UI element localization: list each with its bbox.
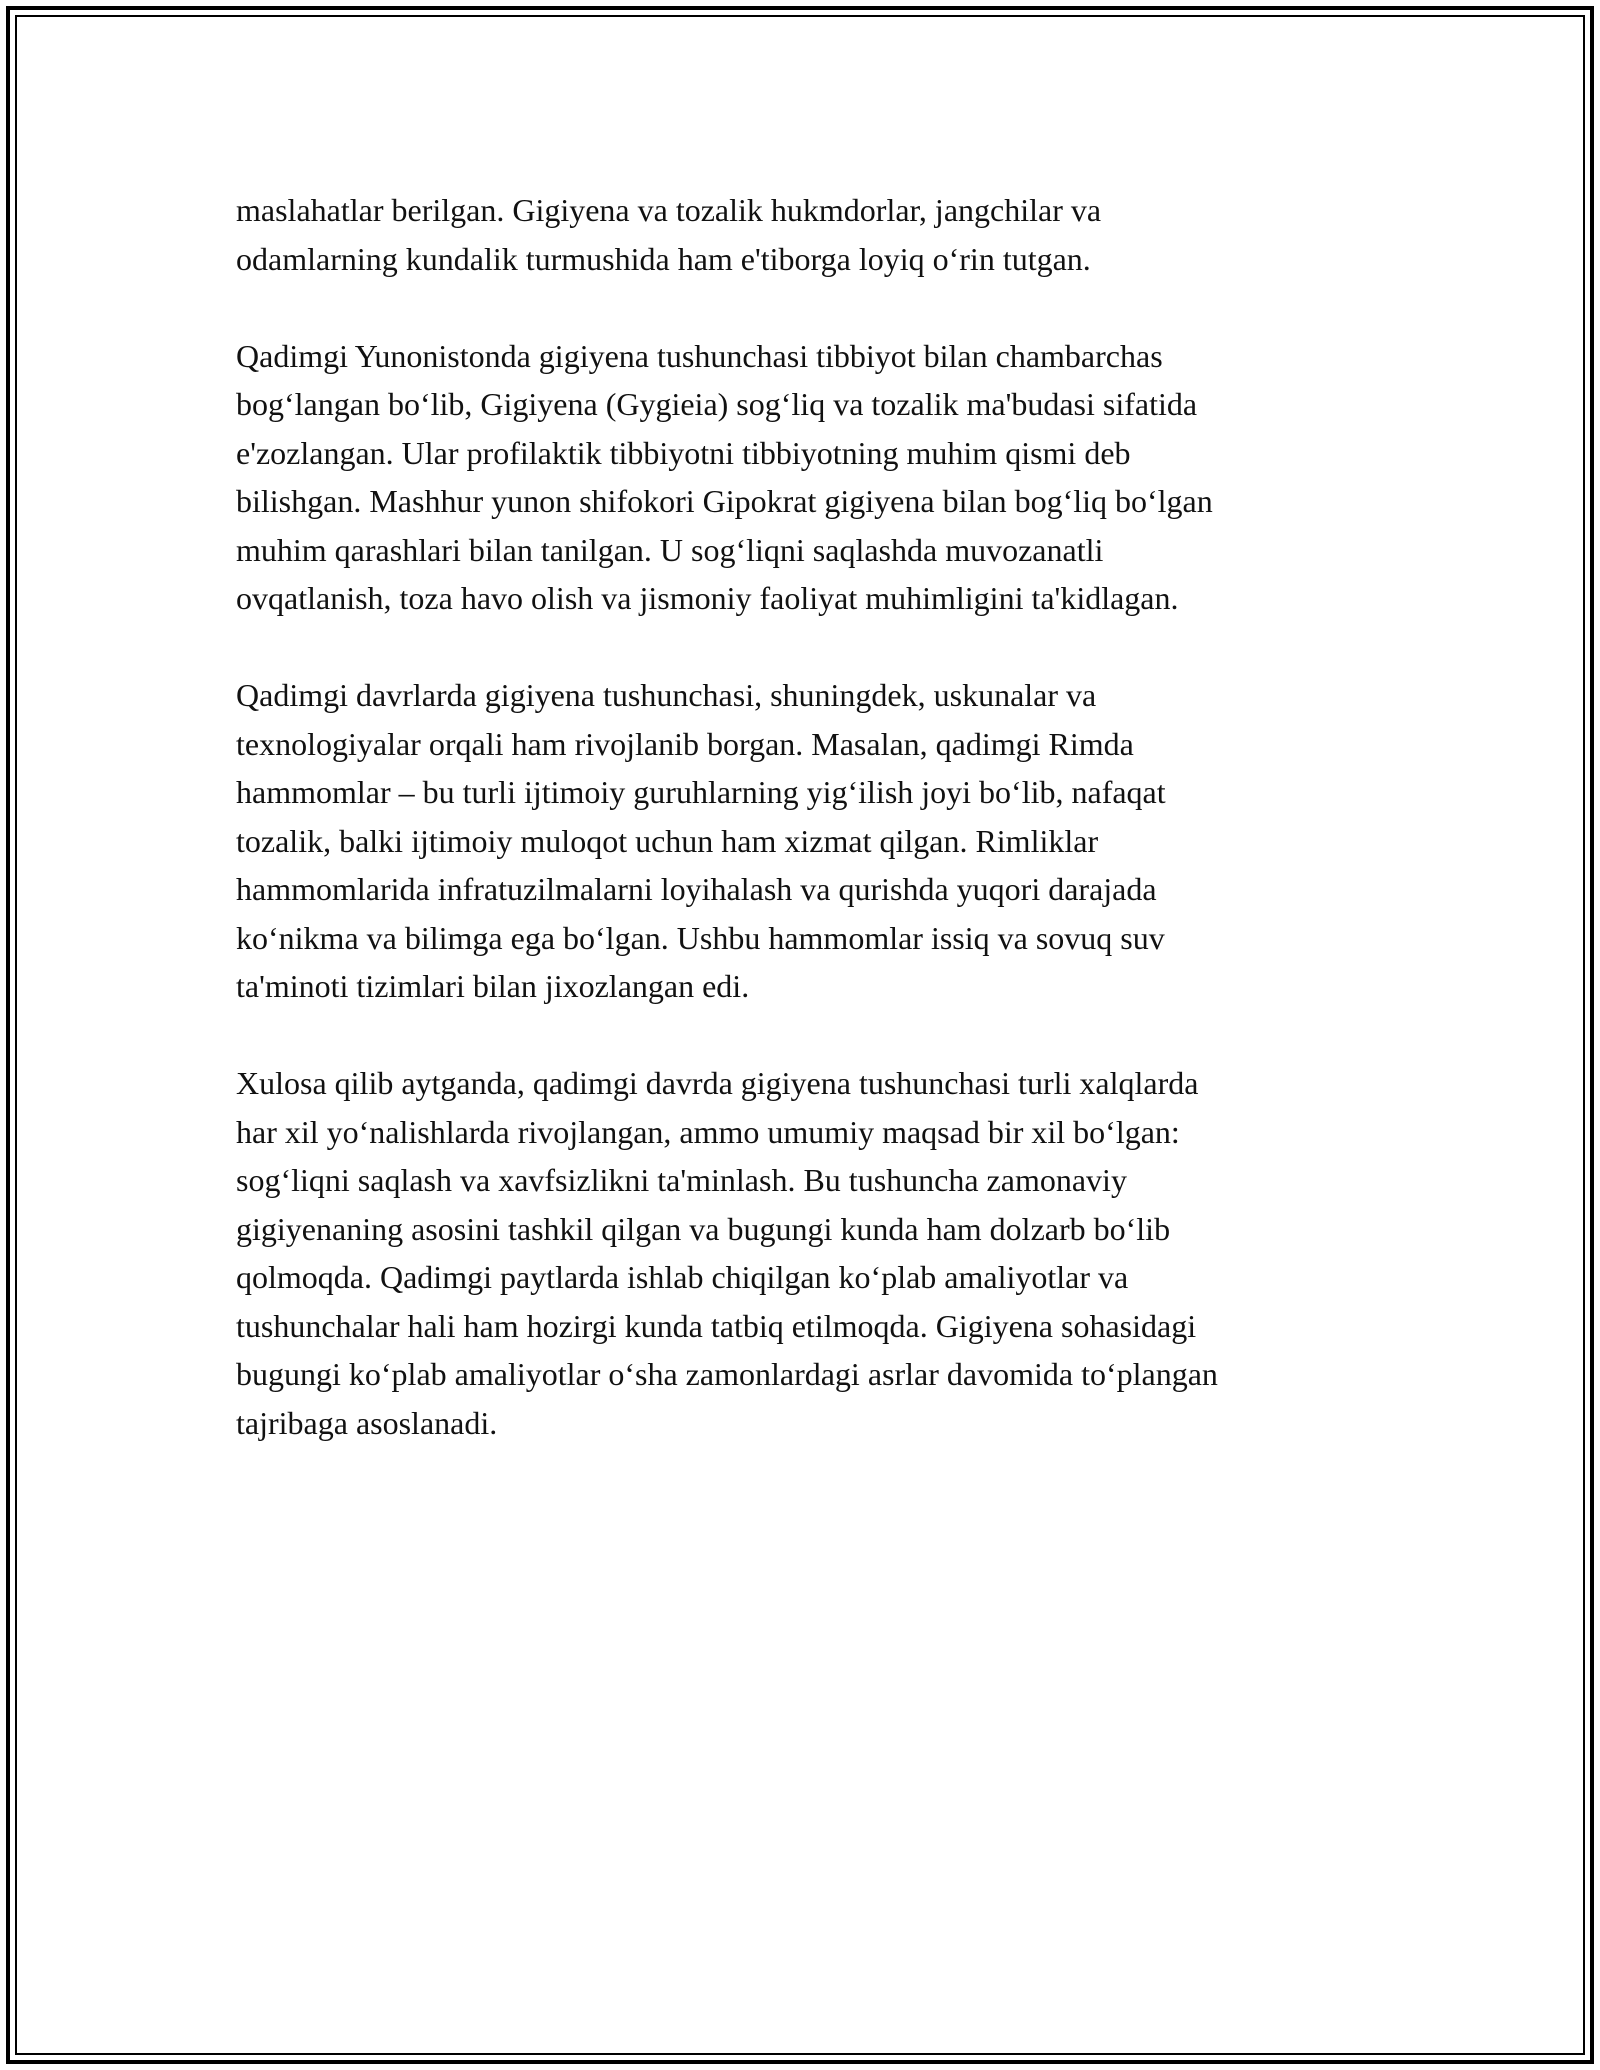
paragraph: Qadimgi davrlarda gigiyena tushunchasi, shuningdek, uskunalar va texnologiyalar orqali ham rivojlanib borgan. Masalan, qadimgi Rimda hammomlar – bu turli ijtimoiy guruhlarning yig‘ilish joyi bo‘lib, nafaqat tozalik, balki ijtimoiy muloqot uchun ham xizmat qilgan. Rimliklar hammomlarida infratuzilmalarni loyihalash va qurishda yuqori darajada ko‘nikma va bilimga ega bo‘lgan. Ushbu hammomlar issiq va sovuq suv ta'minoti tizimlari bilan jixozlangan edi.	[236, 677, 1166, 1004]
paragraph: Xulosa qilib aytganda, qadimgi davrda gigiyena tushunchasi turli xalqlarda har xil yo‘nalishlarda rivojlangan, ammo umumiy maqsad bir xil bo‘lgan: sog‘liqni saqlash va xavfsizlikni ta'minlash. Bu tushuncha zamonaviy gigiyenaning asosini tashkil qilgan va bugungi kunda ham dolzarb bo‘lib qolmoqda. Qadimgi paytlarda ishlab chiqilgan ko‘plab amaliyotlar va tushunchalar hali ham hozirgi kunda tatbiq etilmoqda. Gigiyena sohasidagi bugungi ko‘plab amaliyotlar o‘sha zamonlardagi asrlar davomida to‘plangan tajribaga asoslanadi.	[236, 1065, 1218, 1441]
paragraph: Qadimgi Yunonistonda gigiyena tushunchasi tibbiyot bilan chambarchas bog‘langan bo‘lib, Gigiyena (Gygieia) sog‘liq va tozalik ma'budasi sifatida e'zozlangan. Ular profilaktik tibbiyotni tibbiyotning muhim qismi deb bilishgan. Mashhur yunon shifokori Gipokrat gigiyena bilan bog‘liq bo‘lgan muhim qarashlari bilan tanilgan. U sog‘liqni saqlashda muvozanatli ovqatlanish, toza havo olish va jismoniy faoliyat muhimligini ta'kidlagan.	[236, 337, 1213, 616]
document-body	[236, 186, 1366, 1496]
paragraph: maslahatlar berilgan. Gigiyena va tozalik hukmdorlar, jangchilar va odamlarning kundalik turmushida ham e'tiborga loyiq o‘rin tutgan.	[236, 192, 1102, 277]
